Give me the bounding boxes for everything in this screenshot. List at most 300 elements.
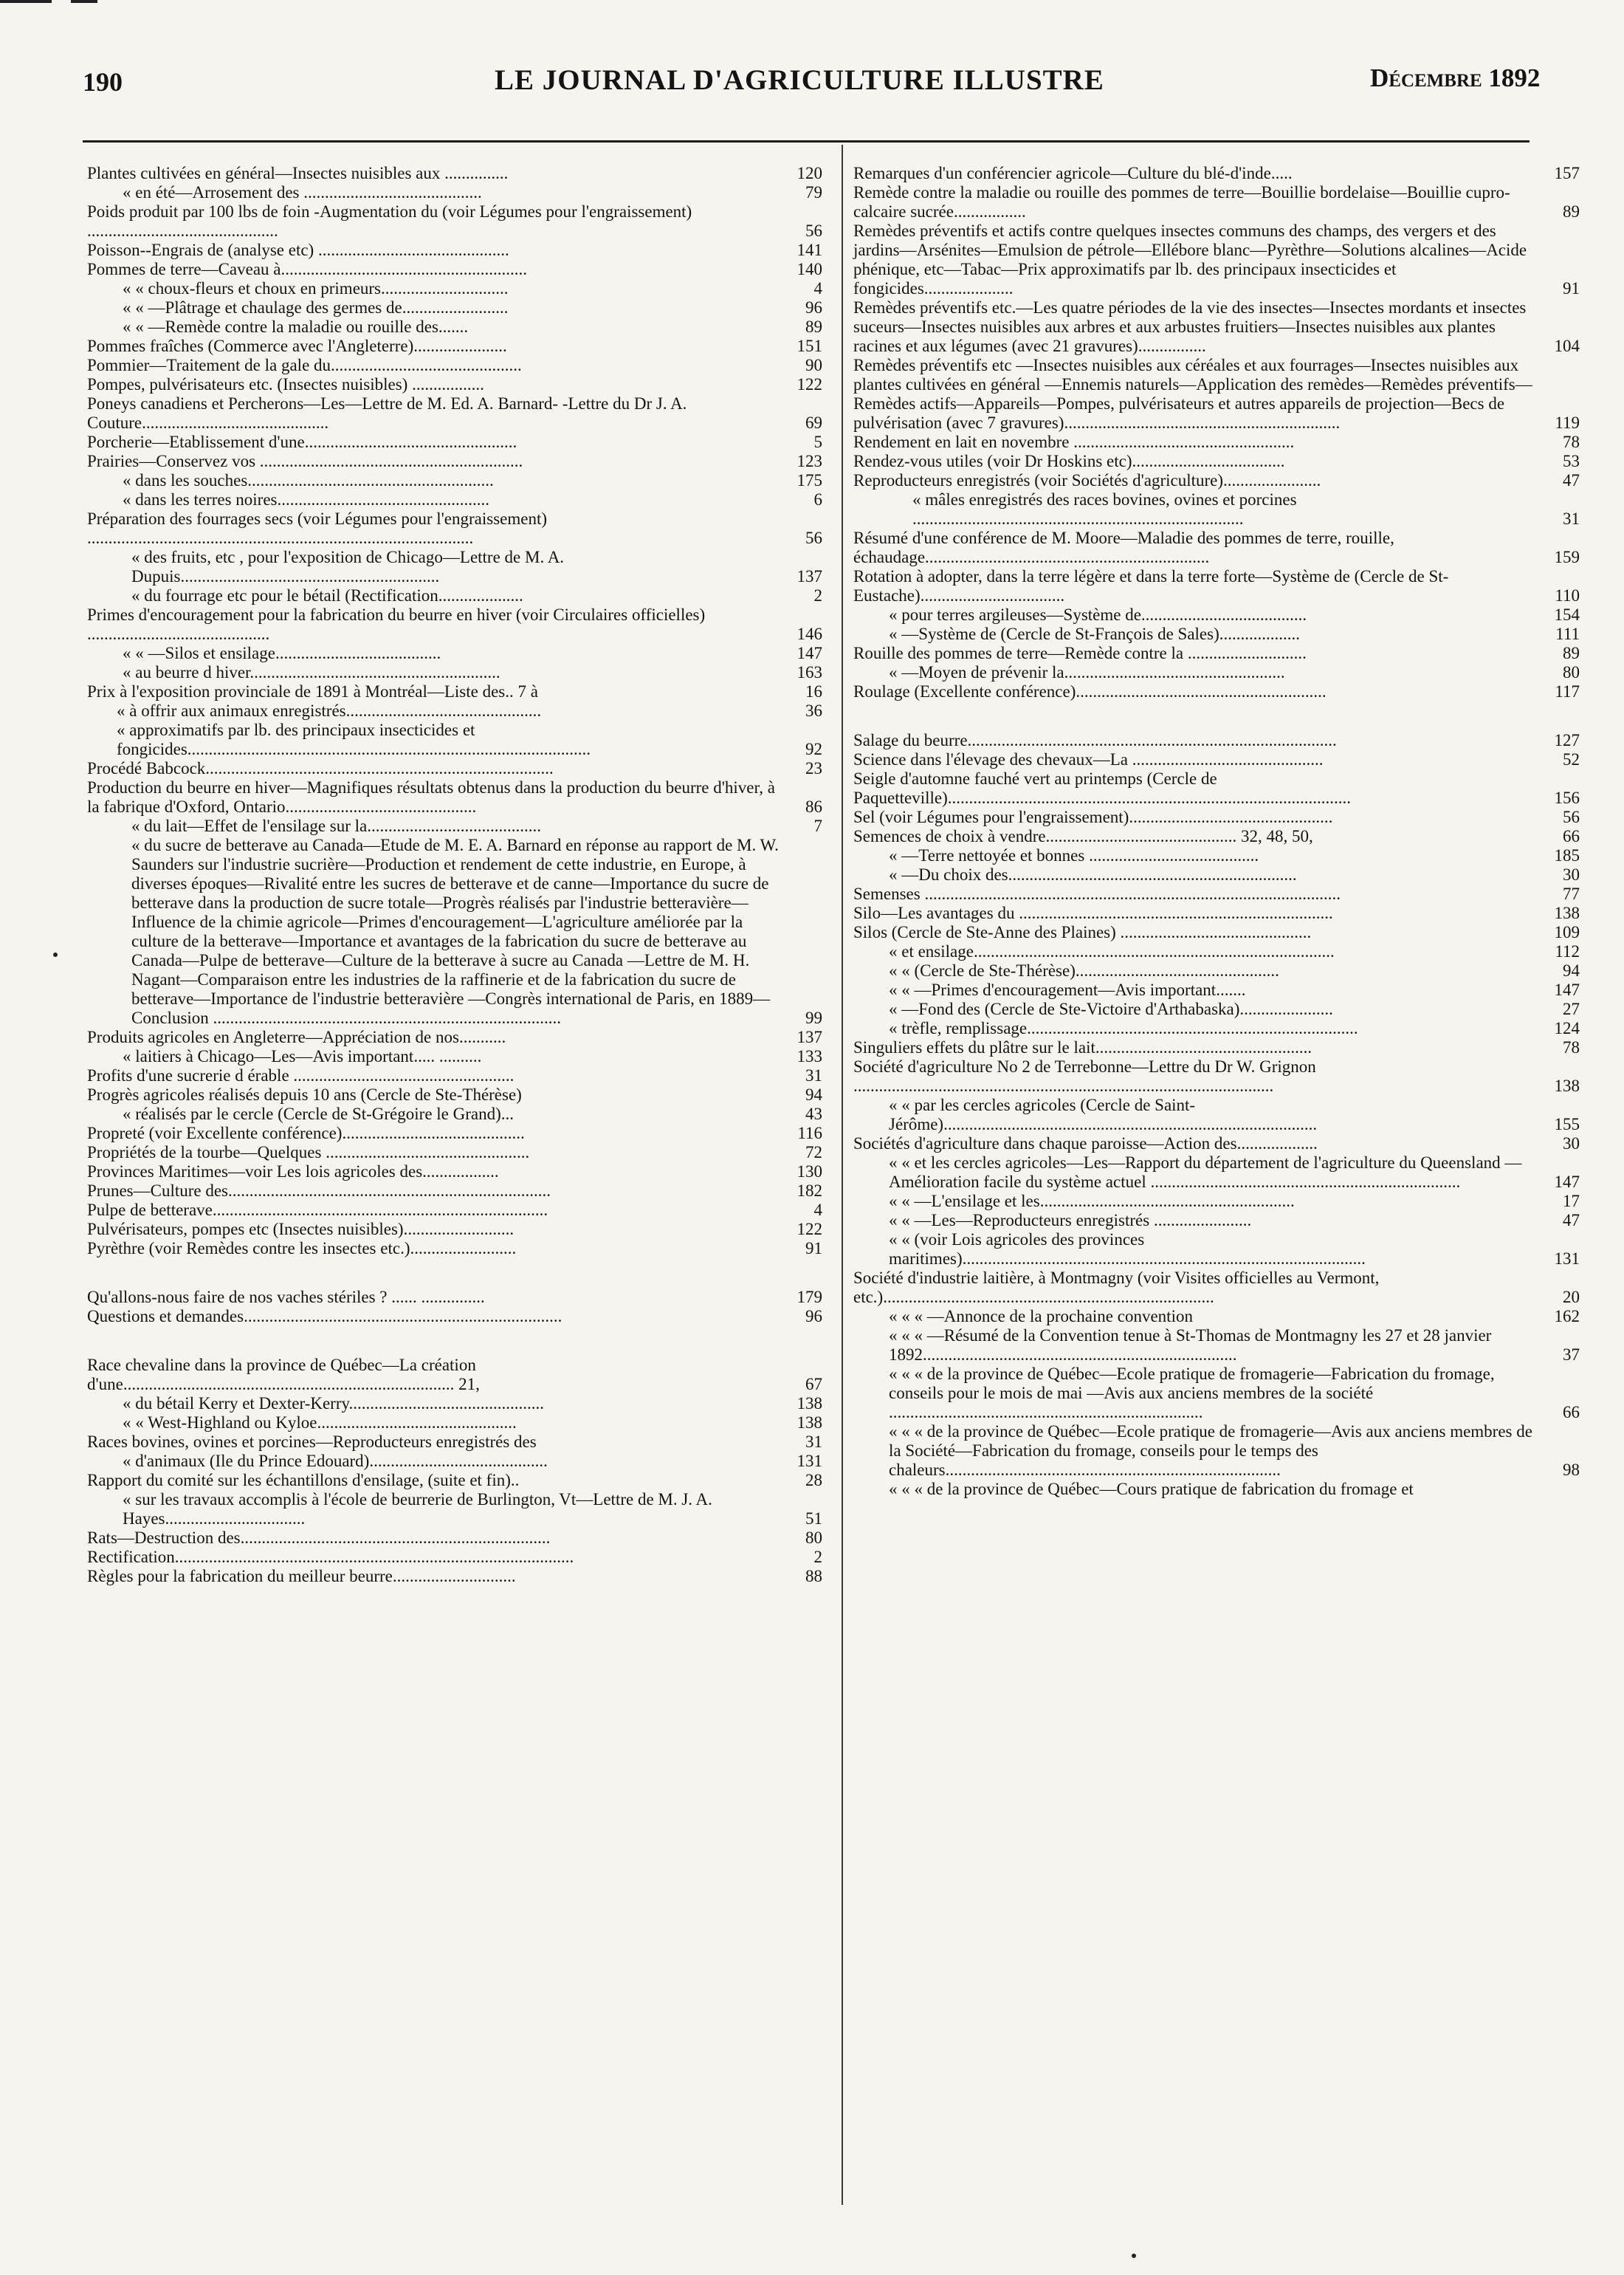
entry-text: « du fourrage etc pour le bétail (Rectification.................... xyxy=(131,586,523,605)
index-entry xyxy=(87,394,822,433)
entry-page-number: 96 xyxy=(805,298,822,317)
index-entry xyxy=(87,1288,822,1307)
index-entry xyxy=(853,1019,1580,1038)
index-entry xyxy=(853,885,1580,904)
entry-text: « approximatifs par lb. des principaux insecticides et fongicides............................................................................................... xyxy=(117,721,591,758)
margin-dot xyxy=(53,953,58,957)
index-entry xyxy=(87,721,822,759)
entry-text: « « choux-fleurs et choux en primeurs.............................. xyxy=(123,279,509,298)
entry-page-number: 89 xyxy=(1563,202,1580,221)
entry-text: Rotation à adopter, dans la terre légère et dans la terre forte—Système de (Cercle de St-Eustache).................................. xyxy=(853,567,1449,605)
entry-text: Rectification.............................................................................................. xyxy=(87,1548,574,1566)
entry-page-number: 69 xyxy=(805,414,822,432)
entry-text: Production du beurre en hiver—Magnifiques résultats obtenus dans la production du beurre d'hiver, à la fabrique d'Oxford, Ontario............................................. xyxy=(87,778,775,816)
entry-text: Règles pour la fabrication du meilleur beurre............................. xyxy=(87,1567,516,1585)
entry-page-number: 78 xyxy=(1563,1038,1580,1057)
entry-page-number: 80 xyxy=(1563,663,1580,682)
entry-text: Remède contre la maladie ou rouille des pommes de terre—Bouillie bordelaise—Bouillie cupro-calcaire sucrée................. xyxy=(853,183,1510,221)
index-column-left xyxy=(87,164,822,1586)
index-entry xyxy=(87,1548,822,1567)
entry-page-number: 56 xyxy=(1563,808,1580,826)
index-entry xyxy=(853,625,1580,644)
index-entry xyxy=(87,701,822,721)
entry-text: « « —Primes d'encouragement—Avis important....... xyxy=(889,981,1246,999)
entry-text: Sel (voir Légumes pour l'engraissement)................................................ xyxy=(853,808,1333,826)
entry-page-number: 4 xyxy=(813,1201,822,1219)
index-entry xyxy=(853,1153,1580,1192)
index-entry xyxy=(853,433,1580,452)
entry-page-number: 90 xyxy=(805,356,822,374)
entry-text: « —Système de (Cercle de St-François de Sales)................... xyxy=(889,625,1300,643)
index-entry xyxy=(853,1230,1580,1269)
entry-page-number: 17 xyxy=(1563,1192,1580,1210)
entry-text: « sur les travaux accomplis à l'école de beurrerie de Burlington, Vt—Lettre de M. J. A. Hayes................................. xyxy=(123,1490,712,1528)
entry-text: Progrès agricoles réalisés depuis 10 ans (Cercle de Ste-Thérèse) xyxy=(87,1085,522,1104)
index-entry xyxy=(853,808,1580,827)
entry-text: Société d'industrie laitière, à Montmagny (voir Visites officielles au Vermont, etc.).............................................................................. xyxy=(853,1269,1380,1306)
entry-text: Produits agricoles en Angleterre—Appréciation de nos........... xyxy=(87,1028,506,1046)
entry-text: Profits d'une sucrerie d érable .................................................... xyxy=(87,1066,515,1085)
entry-text: « du bétail Kerry et Dexter-Kerry.............................................. xyxy=(123,1394,544,1413)
entry-text: Rats—Destruction des......................................................................... xyxy=(87,1528,551,1547)
entry-text: « « « de la province de Québec—Ecole pratique de fromagerie—Avis aux anciens membres de la Société—Fabrication du fromage, conseils pour le temps des chaleurs............................................................................... xyxy=(889,1422,1532,1479)
index-entry xyxy=(87,1307,822,1326)
index-entry xyxy=(87,433,822,452)
entry-text: « —Du choix des.................................................................... xyxy=(889,865,1297,884)
index-entry xyxy=(87,490,822,509)
entry-page-number: 23 xyxy=(805,759,822,778)
entry-page-number: 37 xyxy=(1563,1345,1580,1364)
entry-page-number: 112 xyxy=(1555,942,1580,961)
index-entry xyxy=(87,778,822,817)
index-entry xyxy=(87,1066,822,1085)
index-entry xyxy=(87,298,822,318)
entry-page-number: 157 xyxy=(1554,164,1580,182)
entry-page-number: 91 xyxy=(805,1239,822,1257)
index-entry xyxy=(87,452,822,471)
scan-edge-mark xyxy=(0,0,111,6)
entry-text: Reproducteurs enregistrés (voir Sociétés d'agriculture)....................... xyxy=(853,471,1321,490)
entry-page-number: 7 xyxy=(813,817,822,835)
entry-text: « —Terre nettoyée et bonnes ........................................ xyxy=(889,846,1259,865)
entry-page-number: 56 xyxy=(805,222,822,240)
entry-page-number: 110 xyxy=(1555,586,1580,605)
index-entry xyxy=(87,1181,822,1201)
entry-text: « « West-Highland ou Kyloe............................................... xyxy=(123,1413,517,1432)
bottom-dot xyxy=(1132,2254,1136,2258)
index-entry xyxy=(87,1162,822,1181)
entry-page-number: 116 xyxy=(797,1124,822,1142)
entry-text: Pommier—Traitement de la gale du............................................. xyxy=(87,356,522,374)
entry-text: « mâles enregistrés des races bovines, ovines et porcines .............................................................................. xyxy=(912,490,1297,528)
entry-text: Singuliers effets du plâtre sur le lait................................................... xyxy=(853,1038,1312,1057)
index-entry xyxy=(853,1057,1580,1096)
entry-text: Race chevaline dans la province de Québec—La création d'une.............................................................................. 21, xyxy=(87,1356,480,1393)
entry-page-number: 147 xyxy=(1554,981,1580,999)
index-entry xyxy=(87,759,822,778)
entry-page-number: 94 xyxy=(1563,961,1580,980)
index-entry xyxy=(853,471,1580,490)
entry-text: Pyrèthre (voir Remèdes contre les insectes etc.)......................... xyxy=(87,1239,517,1257)
entry-text: Pulpe de betterave............................................................................... xyxy=(87,1201,548,1219)
entry-page-number: 138 xyxy=(796,1394,822,1413)
entry-page-number: 131 xyxy=(796,1452,822,1470)
index-entry xyxy=(853,452,1580,471)
entry-text: Société d'agriculture No 2 de Terrebonne—Lettre du Dr W. Grignon ................................................................................................... xyxy=(853,1057,1316,1095)
index-entry xyxy=(853,1096,1580,1134)
journal-title: LE JOURNAL D'AGRICULTURE ILLUSTRE xyxy=(495,64,1104,96)
index-entry xyxy=(853,1269,1580,1307)
entry-text: « dans les souches.......................................................... xyxy=(123,471,494,490)
entry-text: « « (Cercle de Ste-Thérèse)................................................ xyxy=(889,961,1279,980)
entry-page-number: 5 xyxy=(813,433,822,451)
entry-text: Sociétés d'agriculture dans chaque paroisse—Action des................... xyxy=(853,1134,1318,1153)
entry-text: « à offrir aux animaux enregistrés.............................................. xyxy=(117,701,542,720)
section-gap xyxy=(853,701,1580,731)
index-entry xyxy=(87,375,822,394)
entry-page-number: 67 xyxy=(805,1375,822,1393)
entry-page-number: 122 xyxy=(796,1220,822,1238)
entry-text: « et ensilage..................................................................................... xyxy=(889,942,1335,961)
entry-page-number: 151 xyxy=(796,337,822,355)
index-entry xyxy=(87,1394,822,1413)
section-gap xyxy=(87,1258,822,1288)
entry-page-number: 4 xyxy=(813,279,822,298)
entry-text: « pour terres argileuses—Système de....................................... xyxy=(889,605,1307,624)
entry-page-number: 56 xyxy=(805,529,822,547)
entry-page-number: 53 xyxy=(1563,452,1580,470)
entry-page-number: 2 xyxy=(813,1548,822,1566)
index-entry xyxy=(87,1047,822,1066)
entry-text: Prairies—Conservez vos .............................................................. xyxy=(87,452,523,470)
entry-page-number: 104 xyxy=(1554,337,1580,355)
entry-text: « « « de la province de Québec—Ecole pratique de fromagerie—Fabrication du fromage, conseils pour le mois de mai —Avis aux anciens membres de la société .......................................................................... xyxy=(889,1365,1495,1421)
entry-page-number: 66 xyxy=(1563,1403,1580,1421)
index-entry xyxy=(853,846,1580,865)
index-entry xyxy=(853,682,1580,701)
entry-text: « « par les cercles agricoles (Cercle de Saint-Jérôme)........................................................................................ xyxy=(889,1096,1318,1133)
entry-text: « du sucre de betterave au Canada—Etude de M. E. A. Barnard en réponse au rapport de M. W. Saunders sur l'industrie sucrière—Production et rendement de cette industrie, en Europe, à diverses époques—Rivalité entre les sucres de betterave et de canne—Importance du sucre de betterave dans la production de sucre totale—Progrès réalisés par l'industrie betteravière—Influence de la chimie agricole—Primes d'encouragement—L'agriculture améliorée par la culture de la betterave—Importance et avantages de la fabrication du sucre de betterave au Canada—Pulpe de betterave—Culture de la betterave à sucre au Canada —Lettre de M. H. Nagant—Comparaison entre les industries de la raffinerie et de la fabrication du sucre de betterave—Importance de l'industrie betteravière —Congrès international de Paris, en 1889—Conclusion .................................................................................. xyxy=(131,836,779,1027)
entry-text: Questions et demandes........................................................................... xyxy=(87,1307,562,1325)
index-entry xyxy=(853,298,1580,356)
index-entry xyxy=(87,1471,822,1490)
index-entry xyxy=(87,241,822,260)
index-entry xyxy=(853,356,1580,433)
entry-page-number: 43 xyxy=(805,1105,822,1123)
entry-text: Poids produit par 100 lbs de foin -Augmentation du (voir Légumes pour l'engraissement) ............................................. xyxy=(87,202,692,240)
index-entry xyxy=(87,1239,822,1258)
index-entry xyxy=(853,904,1580,923)
entry-page-number: 47 xyxy=(1563,1211,1580,1229)
entry-page-number: 77 xyxy=(1563,885,1580,903)
entry-text: « « —Les—Reproducteurs enregistrés ....................... xyxy=(889,1211,1252,1229)
entry-text: Pulvérisateurs, pompes etc (Insectes nuisibles).......................... xyxy=(87,1220,515,1238)
entry-page-number: 185 xyxy=(1554,846,1580,865)
entry-page-number: 94 xyxy=(805,1085,822,1104)
index-entry xyxy=(853,865,1580,885)
entry-text: « « —Silos et ensilage....................................... xyxy=(123,644,441,662)
entry-text: Poisson--Engrais de (analyse etc) ............................................. xyxy=(87,241,509,259)
index-entry xyxy=(87,1201,822,1220)
entry-page-number: 36 xyxy=(805,701,822,720)
entry-page-number: 80 xyxy=(805,1528,822,1547)
entry-page-number: 137 xyxy=(796,567,822,586)
entry-page-number: 182 xyxy=(796,1181,822,1200)
entry-text: Remèdes préventifs etc —Insectes nuisibles aux céréales et aux fourrages—Insectes nuisibles aux plantes cultivées en général —Ennemis naturels—Application des remèdes—Remèdes préventifs—Remèdes actifs—Appareils—Pompes, pulvérisateurs et autres appareils de projection—Becs de pulvérisation (avec 7 gravures)................................................................. xyxy=(853,356,1532,432)
index-entry xyxy=(853,1365,1580,1422)
index-entry xyxy=(853,529,1580,567)
index-entry xyxy=(87,548,822,586)
entry-page-number: 138 xyxy=(1554,1077,1580,1095)
entry-page-number: 47 xyxy=(1563,471,1580,490)
entry-page-number: 91 xyxy=(1563,279,1580,298)
entry-text: « d'animaux (Ile du Prince Edouard).......................................... xyxy=(123,1452,548,1470)
entry-page-number: 86 xyxy=(805,797,822,816)
index-entry xyxy=(853,605,1580,625)
entry-page-number: 156 xyxy=(1554,789,1580,807)
entry-page-number: 155 xyxy=(1554,1115,1580,1133)
entry-text: Pommes de terre—Caveau à.......................................................... xyxy=(87,260,527,278)
entry-page-number: 147 xyxy=(796,644,822,662)
index-entry xyxy=(853,1211,1580,1230)
entry-page-number: 79 xyxy=(805,183,822,202)
entry-page-number: 31 xyxy=(1563,509,1580,528)
entry-text: Plantes cultivées en général—Insectes nuisibles aux ............... xyxy=(87,164,509,182)
entry-page-number: 124 xyxy=(1554,1019,1580,1037)
index-entry xyxy=(853,750,1580,769)
entry-page-number: 89 xyxy=(805,318,822,336)
entry-text: Provinces Maritimes—voir Les lois agricoles des.................. xyxy=(87,1162,499,1181)
index-entry xyxy=(87,605,822,644)
entry-text: Semences de choix à vendre............................................. 32, 48, 50, xyxy=(853,827,1313,845)
entry-page-number: 123 xyxy=(796,452,822,470)
entry-page-number: 6 xyxy=(813,490,822,509)
index-entry xyxy=(87,1413,822,1432)
entry-text: Science dans l'élevage des chevaux—La ............................................. xyxy=(853,750,1324,769)
entry-text: Prix à l'exposition provinciale de 1891 à Montréal—Liste des.. 7 à xyxy=(87,682,538,701)
entry-text: Propriétés de la tourbe—Quelques ................................................ xyxy=(87,1143,530,1161)
index-entry xyxy=(853,490,1580,529)
entry-page-number: 117 xyxy=(1555,682,1580,701)
index-entry xyxy=(87,1105,822,1124)
entry-text: Pommes fraîches (Commerce avec l'Angleterre)...................... xyxy=(87,337,507,355)
entry-text: « —Fond des (Cercle de Ste-Victoire d'Arthabaska)...................... xyxy=(889,1000,1333,1018)
entry-text: « des fruits, etc , pour l'exposition de Chicago—Lettre de M. A. Dupuis............................................................. xyxy=(131,548,565,586)
entry-page-number: 140 xyxy=(796,260,822,278)
index-entry xyxy=(853,923,1580,942)
entry-page-number: 2 xyxy=(813,586,822,605)
index-entry xyxy=(87,682,822,701)
page-number: 190 xyxy=(83,67,123,97)
index-entry xyxy=(87,1220,822,1239)
entry-text: Seigle d'automne fauché vert au printemps (Cercle de Paquetteville)............................................................................................... xyxy=(853,769,1351,807)
entry-text: « laitiers à Chicago—Les—Avis important..... .......... xyxy=(123,1047,482,1066)
index-entry xyxy=(87,509,822,548)
index-entry xyxy=(87,1085,822,1105)
index-entry xyxy=(87,279,822,298)
entry-text: Porcherie—Etablissement d'une.................................................. xyxy=(87,433,517,451)
entry-page-number: 109 xyxy=(1554,923,1580,941)
issue-date: Décembre 1892 xyxy=(1370,64,1541,92)
index-entry xyxy=(853,1000,1580,1019)
entry-text: « « —L'ensilage et les............................................................ xyxy=(889,1192,1295,1210)
index-entry xyxy=(853,827,1580,846)
index-entry xyxy=(853,164,1580,183)
entry-text: « —Moyen de prévenir la.................................................... xyxy=(889,663,1285,682)
index-entry xyxy=(853,1422,1580,1480)
entry-page-number: 78 xyxy=(1563,433,1580,451)
entry-text: Prunes—Culture des............................................................................ xyxy=(87,1181,551,1200)
entry-page-number: 130 xyxy=(796,1162,822,1181)
entry-text: Rouille des pommes de terre—Remède contre la ............................ xyxy=(853,644,1307,662)
index-entry xyxy=(87,1143,822,1162)
index-entry xyxy=(853,663,1580,682)
index-entry xyxy=(853,942,1580,961)
entry-page-number: 162 xyxy=(1554,1307,1580,1325)
entry-text: « « —Remède contre la maladie ou rouille des....... xyxy=(123,318,469,336)
entry-page-number: 175 xyxy=(796,471,822,490)
entry-page-number: 72 xyxy=(805,1143,822,1161)
entry-text: Remèdes préventifs etc.—Les quatre périodes de la vie des insectes—Insectes mordants et insectes suceurs—Insectes nuisibles aux arbres et aux arbustes fruitiers—Insectes nuisibles aux plantes racines et aux légumes (avec 21 gravures)................ xyxy=(853,298,1527,355)
entry-page-number: 88 xyxy=(805,1567,822,1585)
index-entry xyxy=(87,260,822,279)
entry-text: « réalisés par le cercle (Cercle de St-Grégoire le Grand)... xyxy=(123,1105,515,1123)
index-entry xyxy=(853,644,1580,663)
entry-page-number: 147 xyxy=(1554,1173,1580,1191)
index-entry xyxy=(87,1567,822,1586)
entry-page-number: 20 xyxy=(1563,1288,1580,1306)
index-entry xyxy=(87,1356,822,1394)
entry-page-number: 30 xyxy=(1563,1134,1580,1153)
entry-text: Primes d'encouragement pour la fabrication du beurre en hiver (voir Circulaires officielles) ........................................... xyxy=(87,605,706,643)
entry-text: « au beurre d hiver........................................................... xyxy=(123,663,500,682)
index-entry xyxy=(853,1480,1580,1499)
index-entry xyxy=(853,1326,1580,1365)
entry-page-number: 179 xyxy=(796,1288,822,1306)
index-entry xyxy=(87,471,822,490)
index-entry xyxy=(87,356,822,375)
header-rule xyxy=(83,140,1530,143)
entry-text: Salage du beurre....................................................................................... xyxy=(853,731,1337,749)
index-entry xyxy=(87,318,822,337)
entry-page-number: 16 xyxy=(805,682,822,701)
index-column-right xyxy=(853,164,1580,1499)
index-entry xyxy=(853,1134,1580,1153)
entry-page-number: 27 xyxy=(1563,1000,1580,1018)
entry-text: « « (voir Lois agricoles des provinces maritimes)............................................................................................... xyxy=(889,1230,1366,1268)
index-entry xyxy=(853,1038,1580,1057)
entry-page-number: 66 xyxy=(1563,827,1580,845)
index-entry xyxy=(87,337,822,356)
index-entry xyxy=(87,1528,822,1548)
entry-page-number: 31 xyxy=(805,1066,822,1085)
entry-text: « « « —Annonce de la prochaine convention xyxy=(889,1307,1193,1325)
entry-text: « trèfle, remplissage.............................................................................. xyxy=(889,1019,1358,1037)
entry-page-number: 119 xyxy=(1555,414,1580,432)
index-entry xyxy=(87,663,822,682)
entry-text: Rendez-vous utiles (voir Dr Hoskins etc).................................... xyxy=(853,452,1285,470)
entry-text: « « —Plâtrage et chaulage des germes de......................... xyxy=(123,298,509,317)
entry-text: Procédé Babcock.................................................................................. xyxy=(87,759,554,778)
entry-page-number: 52 xyxy=(1563,750,1580,769)
entry-text: Silo—Les avantages du .......................................................................... xyxy=(853,904,1333,922)
index-entry xyxy=(87,817,822,836)
index-entry xyxy=(87,1432,822,1452)
index-entry xyxy=(87,183,822,202)
entry-text: Rendement en lait en novembre .................................................... xyxy=(853,433,1295,451)
entry-text: Semenses .................................................................................................. xyxy=(853,885,1341,903)
index-entry xyxy=(853,961,1580,981)
entry-text: « en été—Arrosement des .......................................... xyxy=(123,183,482,202)
entry-page-number: 120 xyxy=(796,164,822,182)
index-entry xyxy=(87,1124,822,1143)
entry-text: Races bovines, ovines et porcines—Reproducteurs enregistrés des xyxy=(87,1432,537,1451)
entry-page-number: 133 xyxy=(796,1047,822,1066)
entry-page-number: 96 xyxy=(805,1307,822,1325)
entry-text: Résumé d'une conférence de M. Moore—Maladie des pommes de terre, rouille, échaudage................................................................... xyxy=(853,529,1394,566)
entry-page-number: 138 xyxy=(796,1413,822,1432)
index-entry xyxy=(853,981,1580,1000)
index-entry xyxy=(853,731,1580,750)
entry-text: Qu'allons-nous faire de nos vaches stériles ? ...... ............... xyxy=(87,1288,485,1306)
entry-text: Silos (Cercle de Ste-Anne des Plaines) ............................................. xyxy=(853,923,1312,941)
index-entry xyxy=(87,836,822,1028)
index-entry xyxy=(87,586,822,605)
index-entry xyxy=(853,183,1580,222)
index-entry xyxy=(853,567,1580,605)
entry-page-number: 146 xyxy=(796,625,822,643)
entry-page-number: 31 xyxy=(805,1432,822,1451)
entry-page-number: 89 xyxy=(1563,644,1580,662)
entry-text: Remarques d'un conférencier agricole—Culture du blé-d'inde..... xyxy=(853,164,1293,182)
entry-text: Remèdes préventifs et actifs contre quelques insectes communs des champs, des vergers et des jardins—Arsénites—Emulsion de pétrole—Ellébore blanc—Pyrèthre—Solutions alcalines—Acide phénique, etc—Tabac—Prix approximatifs par lb. des principaux insecticides et fongicides..................... xyxy=(853,222,1527,298)
section-gap xyxy=(87,1326,822,1356)
entry-page-number: 163 xyxy=(796,663,822,682)
entry-page-number: 30 xyxy=(1563,865,1580,884)
index-entry xyxy=(853,1192,1580,1211)
entry-page-number: 141 xyxy=(796,241,822,259)
entry-page-number: 122 xyxy=(796,375,822,394)
entry-page-number: 98 xyxy=(1563,1461,1580,1479)
index-entry xyxy=(87,1452,822,1471)
entry-text: Rapport du comité sur les échantillons d'ensilage, (suite et fin).. xyxy=(87,1471,520,1489)
index-entry xyxy=(87,164,822,183)
entry-page-number: 51 xyxy=(805,1509,822,1528)
entry-page-number: 99 xyxy=(805,1009,822,1027)
entry-text: Pompes, pulvérisateurs etc. (Insectes nuisibles) ................. xyxy=(87,375,484,394)
entry-text: « dans les terres noires.................................................. xyxy=(123,490,489,509)
column-divider xyxy=(842,145,843,2205)
entry-text: Préparation des fourrages secs (voir Légumes pour l'engraissement) ........................................................................................... xyxy=(87,509,548,547)
index-entry xyxy=(87,1490,822,1528)
entry-page-number: 131 xyxy=(1554,1249,1580,1268)
index-entry xyxy=(87,1028,822,1047)
entry-page-number: 154 xyxy=(1554,605,1580,624)
entry-text: « « et les cercles agricoles—Les—Rapport du département de l'agriculture du Queensland — Amélioration facile du système actuel ......................................................................... xyxy=(889,1153,1522,1191)
entry-page-number: 159 xyxy=(1554,548,1580,566)
entry-page-number: 111 xyxy=(1555,625,1580,643)
entry-page-number: 28 xyxy=(805,1471,822,1489)
entry-page-number: 137 xyxy=(796,1028,822,1046)
index-entry xyxy=(853,769,1580,808)
entry-page-number: 127 xyxy=(1554,731,1580,749)
entry-page-number: 92 xyxy=(805,740,822,758)
index-entry xyxy=(853,222,1580,298)
entry-text: Roulage (Excellente conférence)........................................................... xyxy=(853,682,1327,701)
index-entry xyxy=(87,644,822,663)
index-entry xyxy=(87,202,822,241)
entry-text: « « « de la province de Québec—Cours pratique de fabrication du fromage et xyxy=(889,1480,1414,1498)
